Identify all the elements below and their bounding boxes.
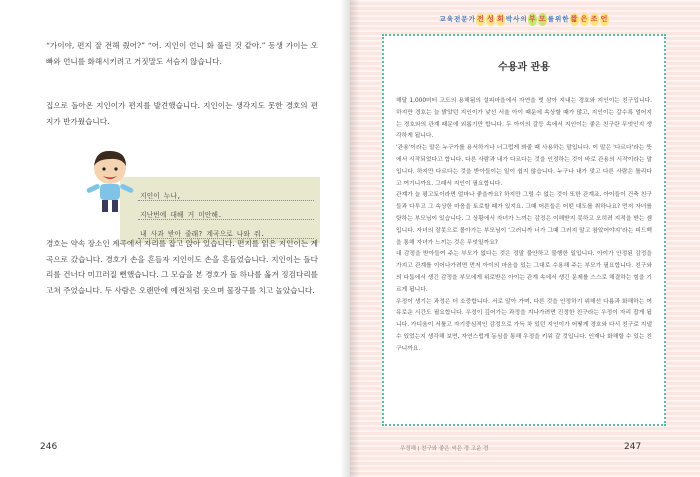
banner-char: 부: [528, 13, 537, 26]
banner-char: 육: [446, 14, 454, 23]
story-paragraph-2: 집으로 돌아온 지인이가 편지를 발견했습니다. 지인이는 생각지도 못한 경호의 편지가 반가웠습니다.: [46, 101, 318, 126]
advice-paragraph-4: 내 감정을 받아들여 주는 부모가 없다는 것은 정말 불안하고 불행한 일입니다. 아이가 안정된 감정을 가지고 관계를 이어나가려면 먼저 아이의 마음을 있는 그대로 수용해 주는 부모가 필요합니다. 친구와의 다툼에서 생긴 감정을 부모에게 위로받은 아이는 관계 속에서 생긴 문제를 스스로 해결하는 힘을 기르게 됩니다.: [396, 251, 652, 293]
story-paragraph-3: 경호는 약속 장소인 계곡에서 자리를 잡고 앉아 있습니다. 편지를 읽은 지인이는 계곡으로 갔습니다. 경호가 손을 흔들자 지인이도 손을 흔들었습니다. 지인이는 돌다리를 건너다 미끄러질 뻔했습니다. 그 모습을 본 경호가 돌 하나를 옮겨 징검다리를 고쳐 주었습니다. 두 사람은 오랜만에 예전처럼 웃으며 물장구를 치고 놀았습니다.: [46, 239, 318, 295]
banner-char: 의: [520, 14, 527, 23]
page-gutter: [340, 0, 360, 477]
advice-paragraph-2: '관용'이라는 말은 누구가를 용서하거나 너그럽게 봐줄 때 사용하는 말입니다. 이 말은 '다르다'라는 뜻에서 시작되었다고 합니다. 다른 사람과 내가 다르다는 것을 인정하는 것이 바로 관용의 시작이라는 말입니다. 하지만 다르다는 것을 받아들이는 일이 쉽지 않습니다. 누구나 내가 맞고 다른 사람은 틀리다고 여기니까요. 그래서 지인이 필요합니다.: [396, 145, 652, 187]
page-number-left: 246: [40, 442, 58, 452]
running-head: 우정해 | 친구와 좋은 씨은 경 고운 경: [400, 446, 489, 452]
banner-char: 전: [454, 14, 461, 23]
note-rule: [138, 200, 314, 201]
story-paragraph-1: “가이야, 편지 잘 전해 줬어?” “어. 지인이 언니 화 풀린 것 같아.” 동생 가이는 오빠와 언니를 화해시키려고 거짓말도 서슴지 않습니다.: [46, 41, 318, 66]
banner-char: 를: [547, 14, 554, 23]
letter-line-1: 지인이 누나,: [140, 192, 182, 200]
advice-body: [396, 96, 652, 356]
banner-char: 성: [486, 13, 495, 26]
banner-char: 교: [439, 14, 446, 23]
banner-char: 희: [496, 13, 505, 26]
banner-char: 조: [590, 13, 599, 26]
banner-char: 사: [513, 14, 520, 23]
page-number-right: 247: [624, 442, 642, 452]
advice-paragraph-5: 우정이 생기는 과정은 더 소중합니다. 서로 알아 가며, 다른 것을 인정하기 위해선 다름과 화해하는 여유로운 시간도 필요합니다. 우정이 깊어가는 과정을 지나가려면 진정한 친구라는 우정이 자리 잡게 됩니다. 가디움이 서툴고 자기중심적인 감정으로 가득 차 있던 지인이가 어떻게 경호와 다시 친구로 지낼 수 있었는지 생각해 보면, 자연스럽게 동심을 통해 우정을 키워 갈 것입니다. 인재나 화해할 수 있는 친구니까요.: [396, 298, 652, 352]
banner-char: 짧: [570, 13, 579, 26]
banner-char: 언: [600, 13, 609, 26]
boy-illustration: [84, 148, 136, 216]
note-rule: [138, 219, 314, 220]
banner-char: 박: [505, 14, 513, 23]
letter-line-3: 내 사과 받아 줄래? 계곡으로 나와 줘.: [140, 230, 265, 238]
advice-title: 수용과 관용: [498, 62, 550, 73]
banner-char: 한: [562, 14, 569, 23]
banner-char: 모: [538, 13, 547, 26]
banner-char: 가: [468, 14, 475, 23]
advice-paragraph-1: 해달 1,000미터 고도의 용해됨의 설피마을에서 자연을 벗 삼아 지내는 경호와 지인이는 친구입니다. 하지만 경호는 늘 밝았던 지인이가 낯선 서울 아이 때문에 속상할 때가 많고, 지인이는 갈수록 멀어지는 경호와의 관계 때문에 외롭기만 합니다. 두 아이의 갈등 속에서 지인이는 좋은 친구란 무엇인지 생각하게 됩니다.: [396, 98, 652, 140]
banner-char: 전: [476, 13, 485, 26]
letter-line-2: 지난번에 대해 거 미안해.: [140, 211, 223, 219]
banner-char: 문: [461, 14, 468, 23]
banner-char: 은: [580, 13, 589, 26]
banner-char: 위: [554, 14, 562, 23]
advice-paragraph-3: 관계가 늘 평고토이라면 얼마나 좋을까요? 하지만 그럴 수 없는 것이 또한 관계죠. 아이들이 건축 친구들과 다투고 그 속상한 마음을 토로할 때가 있지요. 그때 어른들은 어떤 대도를 취하나요? 먼저 자녀를 탓하는 부모님이 있습니다. 그 상황에서 자녀가 느끼는 감정은 이해받지 못하고 오히려 지적을 받는 셈입니다. 자녀의 잘못으로 몰아가는 부모님이 ‘그러니까 너가 그때 그러지 말고 참았어야지’라는 피드백을 통해 자녀가 느끼는 것은 무엇일까요?: [396, 192, 652, 246]
series-banner: [382, 10, 666, 28]
